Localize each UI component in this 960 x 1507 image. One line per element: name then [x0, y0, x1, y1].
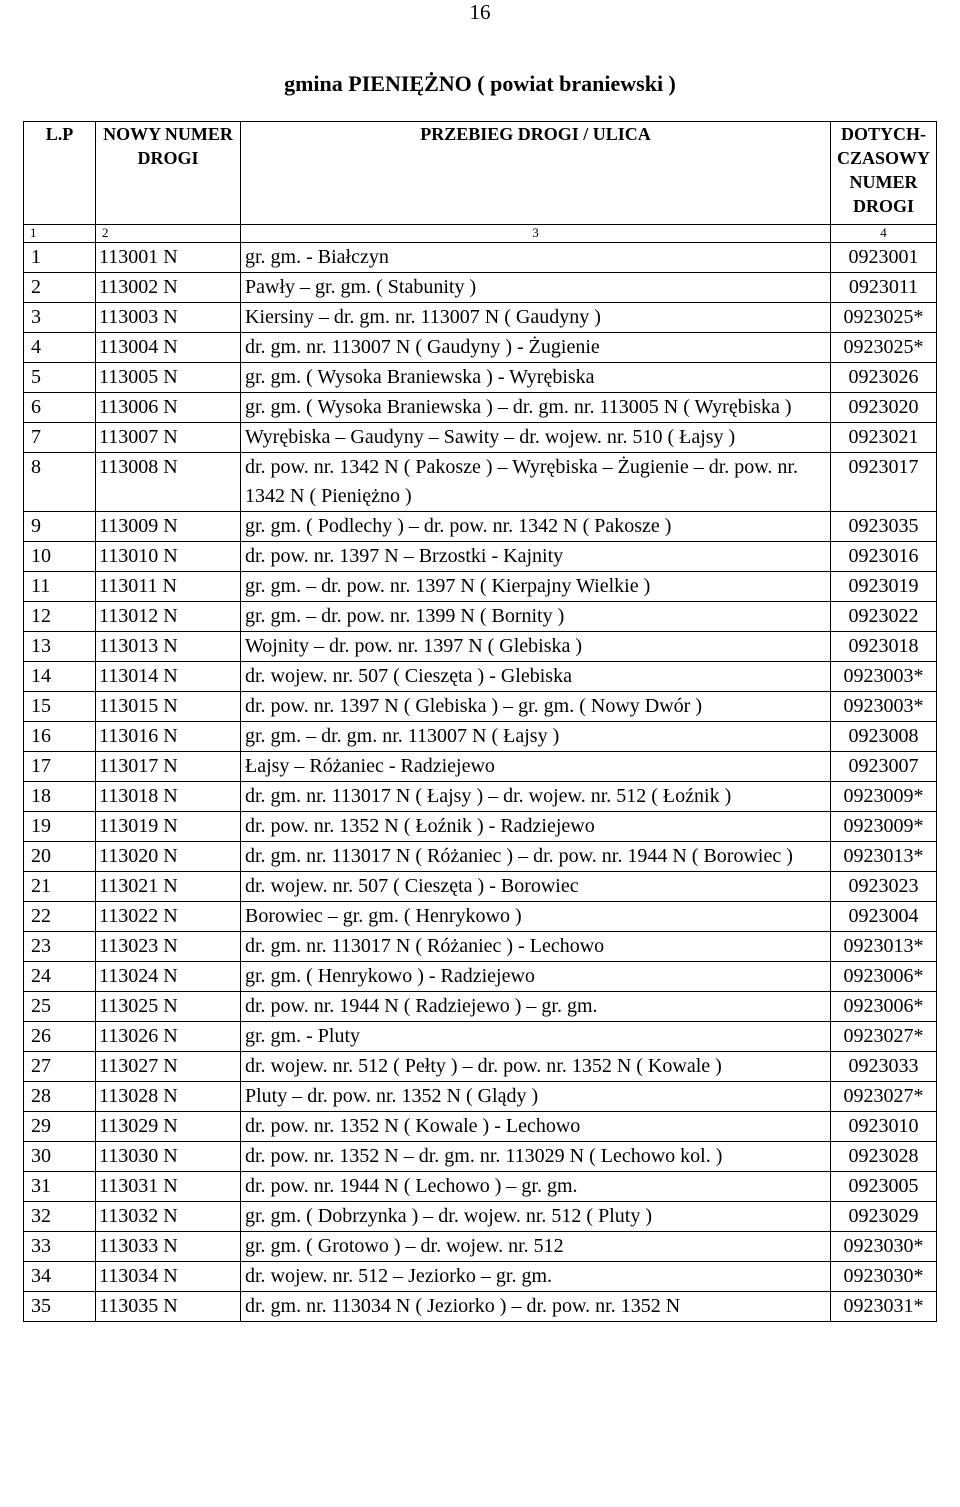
row-old-number: 0923019 [831, 572, 937, 602]
table-row [24, 752, 937, 782]
row-new-number: 113003 N [96, 303, 241, 333]
row-old-number: 0923029 [831, 1202, 937, 1232]
row-old-number: 0923023 [831, 872, 937, 902]
page-title: gmina PIENIĘŻNO ( powiat braniewski ) [284, 71, 676, 96]
row-new-number: 113022 N [96, 902, 241, 932]
table-row [24, 1142, 937, 1172]
row-lp: 16 [24, 722, 96, 752]
row-old-number: 0923009* [831, 782, 937, 812]
row-old-number: 0923022 [831, 602, 937, 632]
row-new-number: 113019 N [96, 812, 241, 842]
table-row [24, 782, 937, 812]
row-route: dr. pow. nr. 1342 N ( Pakosze ) – Wyrębiska – Żugienie – dr. pow. nr. 1342 N ( Pieniężno ) [241, 453, 831, 512]
row-new-number: 113008 N [96, 453, 241, 512]
row-lp: 31 [24, 1172, 96, 1202]
row-route: dr. gm. nr. 113017 N ( Różaniec ) - Lechowo [241, 932, 831, 962]
column-number: 3 [241, 225, 831, 243]
table-row [24, 1262, 937, 1292]
row-old-number: 0923025* [831, 333, 937, 363]
row-route: Łajsy – Różaniec - Radziejewo [241, 752, 831, 782]
row-old-number: 0923025* [831, 303, 937, 333]
table-row [24, 1202, 937, 1232]
table-row [24, 902, 937, 932]
row-lp: 24 [24, 962, 96, 992]
row-old-number: 0923027* [831, 1022, 937, 1052]
table-row [24, 303, 937, 333]
page-number: 16 [469, 0, 491, 24]
row-lp: 25 [24, 992, 96, 1022]
row-old-number: 0923021 [831, 423, 937, 453]
row-lp: 29 [24, 1112, 96, 1142]
row-old-number: 0923031* [831, 1292, 937, 1322]
row-route: Pawły – gr. gm. ( Stabunity ) [241, 273, 831, 303]
row-route: Pluty – dr. pow. nr. 1352 N ( Glądy ) [241, 1082, 831, 1112]
row-new-number: 113009 N [96, 512, 241, 542]
row-route: Kiersiny – dr. gm. nr. 113007 N ( Gaudyny ) [241, 303, 831, 333]
column-number: 2 [96, 225, 241, 243]
row-lp: 34 [24, 1262, 96, 1292]
row-new-number: 113021 N [96, 872, 241, 902]
row-route: gr. gm. - Białczyn [241, 243, 831, 273]
row-route: gr. gm. – dr. gm. nr. 113007 N ( Łajsy ) [241, 722, 831, 752]
column-number: 1 [24, 225, 96, 243]
row-route: dr. wojew. nr. 512 ( Pełty ) – dr. pow. nr. 1352 N ( Kowale ) [241, 1052, 831, 1082]
row-route: gr. gm. ( Henrykowo ) - Radziejewo [241, 962, 831, 992]
row-old-number: 0923007 [831, 752, 937, 782]
table-row [24, 1292, 937, 1322]
table-row [24, 572, 937, 602]
row-route: gr. gm. – dr. pow. nr. 1399 N ( Bornity ) [241, 602, 831, 632]
row-old-number: 0923033 [831, 1052, 937, 1082]
row-new-number: 113006 N [96, 393, 241, 423]
table-row [24, 1232, 937, 1262]
table-row [24, 542, 937, 572]
table-row [24, 692, 937, 722]
row-old-number: 0923017 [831, 453, 937, 512]
row-old-number: 0923030* [831, 1262, 937, 1292]
row-lp: 10 [24, 542, 96, 572]
row-lp: 32 [24, 1202, 96, 1232]
row-lp: 27 [24, 1052, 96, 1082]
row-lp: 13 [24, 632, 96, 662]
row-lp: 28 [24, 1082, 96, 1112]
header-old-number: DOTYCH-CZASOWY NUMER DROGI [831, 122, 937, 225]
row-route: dr. pow. nr. 1352 N – dr. gm. nr. 113029 N ( Lechowo kol. ) [241, 1142, 831, 1172]
table-row [24, 722, 937, 752]
row-lp: 7 [24, 423, 96, 453]
row-lp: 33 [24, 1232, 96, 1262]
table-row [24, 1172, 937, 1202]
row-new-number: 113010 N [96, 542, 241, 572]
column-number: 4 [831, 225, 937, 243]
row-old-number: 0923009* [831, 812, 937, 842]
row-old-number: 0923010 [831, 1112, 937, 1142]
row-lp: 12 [24, 602, 96, 632]
row-lp: 2 [24, 273, 96, 303]
row-new-number: 113032 N [96, 1202, 241, 1232]
row-route: gr. gm. – dr. pow. nr. 1397 N ( Kierpajny Wielkie ) [241, 572, 831, 602]
row-lp: 22 [24, 902, 96, 932]
row-lp: 17 [24, 752, 96, 782]
row-route: Borowiec – gr. gm. ( Henrykowo ) [241, 902, 831, 932]
row-route: gr. gm. ( Wysoka Braniewska ) - Wyrębiska [241, 363, 831, 393]
row-route: gr. gm. - Pluty [241, 1022, 831, 1052]
table-row [24, 602, 937, 632]
row-old-number: 0923006* [831, 992, 937, 1022]
row-new-number: 113026 N [96, 1022, 241, 1052]
row-lp: 14 [24, 662, 96, 692]
row-new-number: 113005 N [96, 363, 241, 393]
row-route: dr. wojew. nr. 512 – Jeziorko – gr. gm. [241, 1262, 831, 1292]
row-new-number: 113001 N [96, 243, 241, 273]
row-old-number: 0923026 [831, 363, 937, 393]
header-route: PRZEBIEG DROGI / ULICA [241, 122, 831, 225]
row-new-number: 113004 N [96, 333, 241, 363]
row-new-number: 113016 N [96, 722, 241, 752]
row-lp: 19 [24, 812, 96, 842]
table-row [24, 1082, 937, 1112]
row-route: dr. gm. nr. 113007 N ( Gaudyny ) - Żugienie [241, 333, 831, 363]
row-lp: 1 [24, 243, 96, 273]
row-new-number: 113028 N [96, 1082, 241, 1112]
row-old-number: 0923016 [831, 542, 937, 572]
row-new-number: 113017 N [96, 752, 241, 782]
column-number-row [24, 225, 937, 243]
table-row [24, 273, 937, 303]
row-route: dr. pow. nr. 1352 N ( Łoźnik ) - Radziejewo [241, 812, 831, 842]
row-route: gr. gm. ( Wysoka Braniewska ) – dr. gm. nr. 113005 N ( Wyrębiska ) [241, 393, 831, 423]
row-new-number: 113020 N [96, 842, 241, 872]
table-row [24, 423, 937, 453]
row-lp: 20 [24, 842, 96, 872]
row-lp: 26 [24, 1022, 96, 1052]
row-lp: 4 [24, 333, 96, 363]
table-row [24, 363, 937, 393]
table-row [24, 842, 937, 872]
table-row [24, 393, 937, 423]
row-new-number: 113029 N [96, 1112, 241, 1142]
row-new-number: 113035 N [96, 1292, 241, 1322]
table-row [24, 1112, 937, 1142]
row-old-number: 0923011 [831, 273, 937, 303]
row-lp: 21 [24, 872, 96, 902]
row-route: dr. pow. nr. 1397 N ( Glebiska ) – gr. gm. ( Nowy Dwór ) [241, 692, 831, 722]
table-body [24, 243, 937, 1322]
row-route: gr. gm. ( Podlechy ) – dr. pow. nr. 1342 N ( Pakosze ) [241, 512, 831, 542]
table-row [24, 872, 937, 902]
row-new-number: 113013 N [96, 632, 241, 662]
row-lp: 9 [24, 512, 96, 542]
row-new-number: 113027 N [96, 1052, 241, 1082]
row-route: Wojnity – dr. pow. nr. 1397 N ( Glebiska ) [241, 632, 831, 662]
row-new-number: 113023 N [96, 932, 241, 962]
row-new-number: 113031 N [96, 1172, 241, 1202]
row-old-number: 0923018 [831, 632, 937, 662]
row-lp: 18 [24, 782, 96, 812]
row-new-number: 113034 N [96, 1262, 241, 1292]
row-old-number: 0923013* [831, 932, 937, 962]
header-new-number: NOWY NUMER DROGI [96, 122, 241, 225]
row-old-number: 0923008 [831, 722, 937, 752]
table-row [24, 632, 937, 662]
row-lp: 3 [24, 303, 96, 333]
row-old-number: 0923035 [831, 512, 937, 542]
row-old-number: 0923006* [831, 962, 937, 992]
table-row [24, 932, 937, 962]
row-route: dr. gm. nr. 113017 N ( Różaniec ) – dr. pow. nr. 1944 N ( Borowiec ) [241, 842, 831, 872]
row-old-number: 0923001 [831, 243, 937, 273]
row-route: dr. wojew. nr. 507 ( Cieszęta ) - Glebiska [241, 662, 831, 692]
row-route: dr. pow. nr. 1944 N ( Radziejewo ) – gr. gm. [241, 992, 831, 1022]
row-old-number: 0923013* [831, 842, 937, 872]
row-new-number: 113030 N [96, 1142, 241, 1172]
table-header-row [24, 122, 937, 225]
row-lp: 23 [24, 932, 96, 962]
row-new-number: 113011 N [96, 572, 241, 602]
header-lp: L.P [24, 122, 96, 225]
row-new-number: 113012 N [96, 602, 241, 632]
table-row [24, 1052, 937, 1082]
row-route: gr. gm. ( Grotowo ) – dr. wojew. nr. 512 [241, 1232, 831, 1262]
table-row [24, 512, 937, 542]
row-route: gr. gm. ( Dobrzynka ) – dr. wojew. nr. 512 ( Pluty ) [241, 1202, 831, 1232]
row-lp: 35 [24, 1292, 96, 1322]
row-route: dr. pow. nr. 1944 N ( Lechowo ) – gr. gm. [241, 1172, 831, 1202]
row-new-number: 113002 N [96, 273, 241, 303]
table-row [24, 333, 937, 363]
row-new-number: 113015 N [96, 692, 241, 722]
table-row [24, 243, 937, 273]
row-old-number: 0923027* [831, 1082, 937, 1112]
row-old-number: 0923030* [831, 1232, 937, 1262]
row-route: dr. wojew. nr. 507 ( Cieszęta ) - Borowiec [241, 872, 831, 902]
row-old-number: 0923003* [831, 662, 937, 692]
row-lp: 8 [24, 453, 96, 512]
row-route: dr. pow. nr. 1397 N – Brzostki - Kajnity [241, 542, 831, 572]
row-route: dr. gm. nr. 113017 N ( Łajsy ) – dr. wojew. nr. 512 ( Łoźnik ) [241, 782, 831, 812]
row-new-number: 113024 N [96, 962, 241, 992]
row-lp: 15 [24, 692, 96, 722]
row-old-number: 0923028 [831, 1142, 937, 1172]
row-old-number: 0923005 [831, 1172, 937, 1202]
row-lp: 6 [24, 393, 96, 423]
table-row [24, 453, 937, 512]
table-row [24, 1022, 937, 1052]
table-row [24, 962, 937, 992]
row-route: dr. pow. nr. 1352 N ( Kowale ) - Lechowo [241, 1112, 831, 1142]
row-new-number: 113025 N [96, 992, 241, 1022]
row-new-number: 113018 N [96, 782, 241, 812]
row-old-number: 0923020 [831, 393, 937, 423]
row-old-number: 0923004 [831, 902, 937, 932]
row-new-number: 113014 N [96, 662, 241, 692]
row-route: Wyrębiska – Gaudyny – Sawity – dr. wojew. nr. 510 ( Łajsy ) [241, 423, 831, 453]
row-old-number: 0923003* [831, 692, 937, 722]
row-new-number: 113033 N [96, 1232, 241, 1262]
row-lp: 5 [24, 363, 96, 393]
row-lp: 11 [24, 572, 96, 602]
row-lp: 30 [24, 1142, 96, 1172]
table-row [24, 662, 937, 692]
table-row [24, 992, 937, 1022]
row-route: dr. gm. nr. 113034 N ( Jeziorko ) – dr. pow. nr. 1352 N [241, 1292, 831, 1322]
roads-table [23, 121, 937, 1322]
table-row [24, 812, 937, 842]
row-new-number: 113007 N [96, 423, 241, 453]
